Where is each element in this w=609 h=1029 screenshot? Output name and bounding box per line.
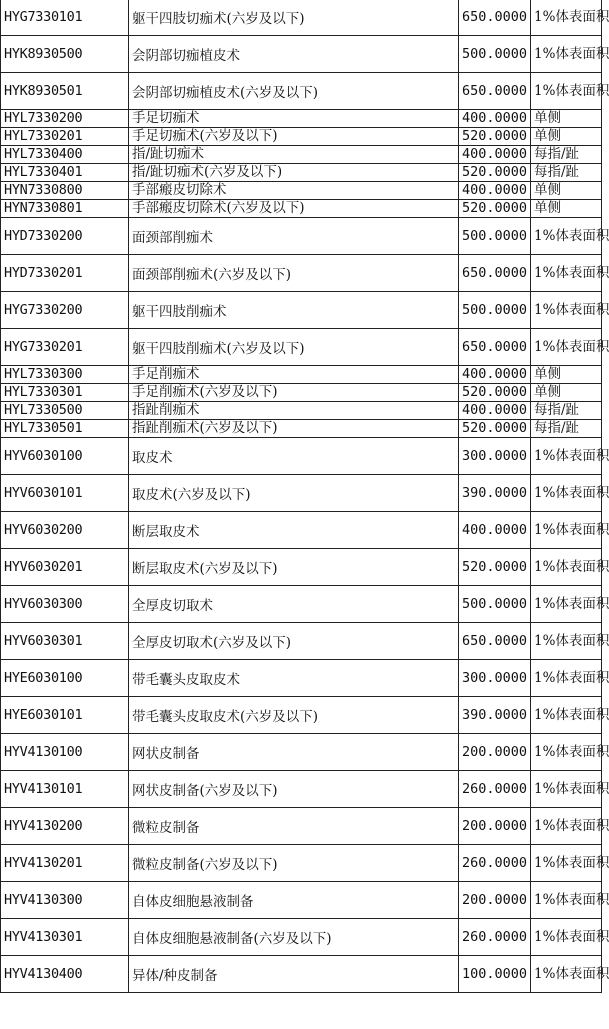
item-name-cell: 指/趾切痂术	[129, 146, 459, 164]
item-code-cell: HYV6030201	[1, 549, 129, 586]
item-price-cell: 400.0000	[459, 402, 531, 420]
item-name-cell: 全厚皮切取术(六岁及以下)	[129, 623, 459, 660]
item-code-cell: HYE6030100	[1, 660, 129, 697]
item-code-cell: HYV4130101	[1, 771, 129, 808]
item-price-cell: 650.0000	[459, 623, 531, 660]
item-code-cell: HYV4130201	[1, 845, 129, 882]
item-code-cell: HYL7330201	[1, 128, 129, 146]
item-code-cell: HYL7330401	[1, 164, 129, 182]
item-name-cell: 微粒皮制备(六岁及以下)	[129, 845, 459, 882]
table-row	[1, 128, 602, 146]
item-price-cell: 390.0000	[459, 475, 531, 512]
item-price-cell: 520.0000	[459, 200, 531, 218]
item-name-cell: 异体/种皮制备	[129, 956, 459, 993]
item-code-cell: HYL7330200	[1, 110, 129, 128]
item-price-cell: 300.0000	[459, 660, 531, 697]
item-unit-cell: 每指/趾	[531, 164, 602, 182]
item-name-cell: 断层取皮术(六岁及以下)	[129, 549, 459, 586]
item-unit-cell: 单侧	[531, 182, 602, 200]
table-row	[1, 697, 602, 734]
table-row	[1, 73, 602, 110]
table-row	[1, 292, 602, 329]
table-row	[1, 164, 602, 182]
item-price-cell: 650.0000	[459, 73, 531, 110]
item-code-cell: HYK8930501	[1, 73, 129, 110]
item-name-cell: 手足削痂术(六岁及以下)	[129, 384, 459, 402]
item-name-cell: 手足切痂术	[129, 110, 459, 128]
item-price-cell: 400.0000	[459, 366, 531, 384]
item-unit-cell: 1%体表面积	[531, 697, 602, 734]
item-unit-cell: 1%体表面积	[531, 623, 602, 660]
item-name-cell: 会阴部切痂植皮术(六岁及以下)	[129, 73, 459, 110]
item-code-cell: HYL7330301	[1, 384, 129, 402]
item-name-cell: 全厚皮切取术	[129, 586, 459, 623]
item-unit-cell: 1%体表面积	[531, 956, 602, 993]
item-unit-cell: 1%体表面积	[531, 73, 602, 110]
item-code-cell: HYV4130200	[1, 808, 129, 845]
table-row	[1, 845, 602, 882]
item-unit-cell: 1%体表面积	[531, 845, 602, 882]
item-code-cell: HYV4130400	[1, 956, 129, 993]
item-price-cell: 520.0000	[459, 164, 531, 182]
item-unit-cell: 1%体表面积	[531, 734, 602, 771]
table-row	[1, 956, 602, 993]
table-row	[1, 660, 602, 697]
item-unit-cell: 单侧	[531, 366, 602, 384]
table-row	[1, 182, 602, 200]
item-price-cell: 390.0000	[459, 697, 531, 734]
item-price-cell: 650.0000	[459, 255, 531, 292]
table-row	[1, 0, 602, 36]
item-name-cell: 网状皮制备	[129, 734, 459, 771]
item-name-cell: 手足削痂术	[129, 366, 459, 384]
item-price-cell: 500.0000	[459, 586, 531, 623]
item-price-cell: 500.0000	[459, 218, 531, 255]
item-code-cell: HYV6030100	[1, 438, 129, 475]
item-price-cell: 520.0000	[459, 128, 531, 146]
table-row	[1, 475, 602, 512]
item-price-cell: 400.0000	[459, 110, 531, 128]
table-row	[1, 146, 602, 164]
table-row	[1, 586, 602, 623]
item-code-cell: HYK8930500	[1, 36, 129, 73]
item-unit-cell: 1%体表面积	[531, 512, 602, 549]
item-code-cell: HYN7330801	[1, 200, 129, 218]
item-name-cell: 网状皮制备(六岁及以下)	[129, 771, 459, 808]
item-code-cell: HYL7330501	[1, 420, 129, 438]
item-name-cell: 面颈部削痂术	[129, 218, 459, 255]
item-name-cell: 躯干四肢削痂术	[129, 292, 459, 329]
table-row	[1, 384, 602, 402]
item-name-cell: 断层取皮术	[129, 512, 459, 549]
item-code-cell: HYL7330300	[1, 366, 129, 384]
table-row	[1, 218, 602, 255]
item-unit-cell: 1%体表面积	[531, 549, 602, 586]
item-price-cell: 200.0000	[459, 808, 531, 845]
item-code-cell: HYL7330500	[1, 402, 129, 420]
item-price-cell: 400.0000	[459, 512, 531, 549]
item-price-cell: 260.0000	[459, 919, 531, 956]
item-unit-cell: 1%体表面积	[531, 475, 602, 512]
table-row	[1, 882, 602, 919]
item-code-cell: HYV4130100	[1, 734, 129, 771]
item-code-cell: HYV6030200	[1, 512, 129, 549]
item-unit-cell: 1%体表面积	[531, 438, 602, 475]
table-row	[1, 110, 602, 128]
item-unit-cell: 单侧	[531, 384, 602, 402]
item-price-cell: 650.0000	[459, 329, 531, 366]
item-code-cell: HYN7330800	[1, 182, 129, 200]
table-row	[1, 771, 602, 808]
item-price-cell: 300.0000	[459, 438, 531, 475]
table-row	[1, 734, 602, 771]
item-name-cell: 躯干四肢切痂术(六岁及以下)	[129, 0, 459, 36]
item-name-cell: 带毛囊头皮取皮术(六岁及以下)	[129, 697, 459, 734]
item-name-cell: 面颈部削痂术(六岁及以下)	[129, 255, 459, 292]
item-unit-cell: 1%体表面积	[531, 0, 602, 36]
item-code-cell: HYG7330101	[1, 0, 129, 36]
item-name-cell: 指趾削痂术	[129, 402, 459, 420]
item-price-cell: 650.0000	[459, 0, 531, 36]
item-unit-cell: 1%体表面积	[531, 36, 602, 73]
item-code-cell: HYV4130301	[1, 919, 129, 956]
item-name-cell: 躯干四肢削痂术(六岁及以下)	[129, 329, 459, 366]
item-code-cell: HYV6030301	[1, 623, 129, 660]
item-unit-cell: 1%体表面积	[531, 292, 602, 329]
item-unit-cell: 1%体表面积	[531, 882, 602, 919]
item-name-cell: 手足切痂术(六岁及以下)	[129, 128, 459, 146]
table-row	[1, 255, 602, 292]
item-price-cell: 100.0000	[459, 956, 531, 993]
item-price-cell: 260.0000	[459, 845, 531, 882]
item-unit-cell: 1%体表面积	[531, 919, 602, 956]
item-unit-cell: 每指/趾	[531, 420, 602, 438]
item-code-cell: HYD7330200	[1, 218, 129, 255]
item-name-cell: 手部瘢皮切除术	[129, 182, 459, 200]
table-row	[1, 808, 602, 845]
item-unit-cell: 1%体表面积	[531, 660, 602, 697]
item-name-cell: 取皮术	[129, 438, 459, 475]
item-unit-cell: 1%体表面积	[531, 586, 602, 623]
item-unit-cell: 1%体表面积	[531, 808, 602, 845]
item-unit-cell: 单侧	[531, 110, 602, 128]
item-code-cell: HYD7330201	[1, 255, 129, 292]
table-row	[1, 623, 602, 660]
item-price-cell: 520.0000	[459, 384, 531, 402]
item-name-cell: 手部瘢皮切除术(六岁及以下)	[129, 200, 459, 218]
item-name-cell: 取皮术(六岁及以下)	[129, 475, 459, 512]
item-code-cell: HYE6030101	[1, 697, 129, 734]
item-name-cell: 自体皮细胞悬液制备(六岁及以下)	[129, 919, 459, 956]
item-price-cell: 520.0000	[459, 420, 531, 438]
table-row	[1, 919, 602, 956]
item-code-cell: HYV4130300	[1, 882, 129, 919]
item-price-cell: 260.0000	[459, 771, 531, 808]
item-price-cell: 200.0000	[459, 882, 531, 919]
item-unit-cell: 每指/趾	[531, 146, 602, 164]
item-price-cell: 400.0000	[459, 146, 531, 164]
item-unit-cell: 1%体表面积	[531, 218, 602, 255]
item-code-cell: HYV6030300	[1, 586, 129, 623]
item-unit-cell: 单侧	[531, 200, 602, 218]
item-name-cell: 指/趾切痂术(六岁及以下)	[129, 164, 459, 182]
table-row	[1, 200, 602, 218]
item-name-cell: 指趾削痂术(六岁及以下)	[129, 420, 459, 438]
item-price-cell: 400.0000	[459, 182, 531, 200]
item-name-cell: 自体皮细胞悬液制备	[129, 882, 459, 919]
item-code-cell: HYG7330200	[1, 292, 129, 329]
table-row	[1, 549, 602, 586]
item-price-cell: 520.0000	[459, 549, 531, 586]
item-price-cell: 200.0000	[459, 734, 531, 771]
table-row	[1, 36, 602, 73]
item-price-cell: 500.0000	[459, 36, 531, 73]
table-row	[1, 366, 602, 384]
fee-table-body	[1, 0, 609, 993]
item-unit-cell: 单侧	[531, 128, 602, 146]
item-code-cell: HYV6030101	[1, 475, 129, 512]
item-name-cell: 带毛囊头皮取皮术	[129, 660, 459, 697]
item-name-cell: 会阴部切痂植皮术	[129, 36, 459, 73]
item-unit-cell: 1%体表面积	[531, 255, 602, 292]
table-row	[1, 512, 602, 549]
item-price-cell: 500.0000	[459, 292, 531, 329]
item-unit-cell: 1%体表面积	[531, 771, 602, 808]
item-code-cell: HYL7330400	[1, 146, 129, 164]
table-row	[1, 329, 602, 366]
table-row	[1, 402, 602, 420]
item-code-cell: HYG7330201	[1, 329, 129, 366]
table-row	[1, 420, 602, 438]
item-unit-cell: 每指/趾	[531, 402, 602, 420]
item-unit-cell: 1%体表面积	[531, 329, 602, 366]
item-name-cell: 微粒皮制备	[129, 808, 459, 845]
table-row	[1, 438, 602, 475]
